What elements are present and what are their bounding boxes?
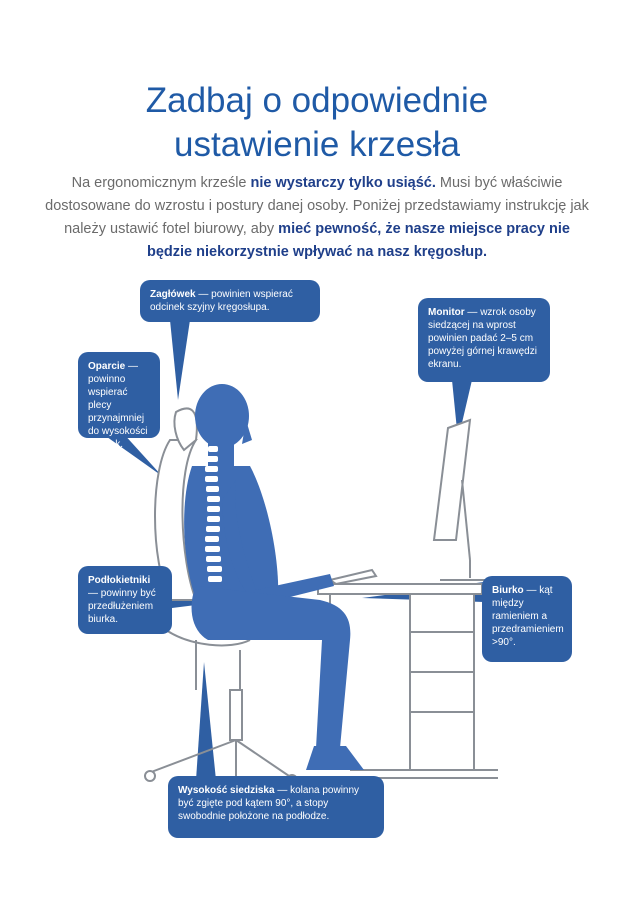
callout-monitor — [418, 298, 550, 382]
callout-oparcie — [78, 352, 160, 450]
callout-monitor-text: — wzrok osoby siedzącej na wprost powinien padać 2–5 cm powyżej górnej krawędzi ekranu. — [428, 307, 537, 370]
callout-zaglowek — [140, 280, 320, 322]
callout-monitor-term: Monitor — [428, 307, 465, 318]
intro-bold-2: mieć pewność, że nasze miejsce pracy nie będzie niekorzystnie wpływać na nasz kręgosłup. — [146, 221, 570, 260]
callout-siedzisko-text: — kolana powinny być zgięte pod kątem 90°, a stopy swobodnie położone na podłodze. — [178, 785, 360, 822]
monitor — [434, 420, 496, 580]
callout-podlokietniki-text: — powinny być przedłużeniem biurka. — [88, 588, 156, 625]
callout-biurko-text: — kąt między ramieniem a przedramieniem >90°. — [492, 585, 564, 648]
intro-bold-1: nie wystarczy tylko usiąść. — [250, 175, 436, 191]
callout-oparcie-text: — powinno wspierać plecy przynajmniej do wysokości łopatek. — [88, 361, 148, 450]
title-line-2: ustawienie krzesła — [174, 125, 460, 165]
intro-text-2: Musi być właściwie dostosowane do wzrostu i postury danej osoby. Poniżej przedstawiamy instrukcję jak należy ustawić fotel biurowy, aby — [45, 175, 589, 237]
callout-siedzisko — [168, 776, 384, 838]
title-line-1: Zadbaj o odpowiednie — [145, 81, 489, 121]
keyboard — [330, 570, 376, 584]
callout-zaglowek-term: Zagłówek — [150, 289, 196, 300]
callout-zaglowek-text: — powinien wspierać odcinek szyjny kręgosłupa. — [150, 289, 293, 313]
callout-biurko-term: Biurko — [492, 585, 524, 596]
intro-text-1: Na ergonomicznym krześle — [71, 175, 251, 191]
callout-podlokietniki — [78, 566, 172, 634]
callout-podlokietniki-term: Podłokietniki — [88, 575, 151, 586]
pointer-zaglowek — [170, 320, 190, 400]
callout-siedzisko-term: Wysokość siedziska — [178, 785, 275, 796]
pointer-siedzisko — [196, 662, 216, 780]
callout-oparcie-term: Oparcie — [88, 361, 126, 372]
callout-biurko — [482, 576, 572, 662]
